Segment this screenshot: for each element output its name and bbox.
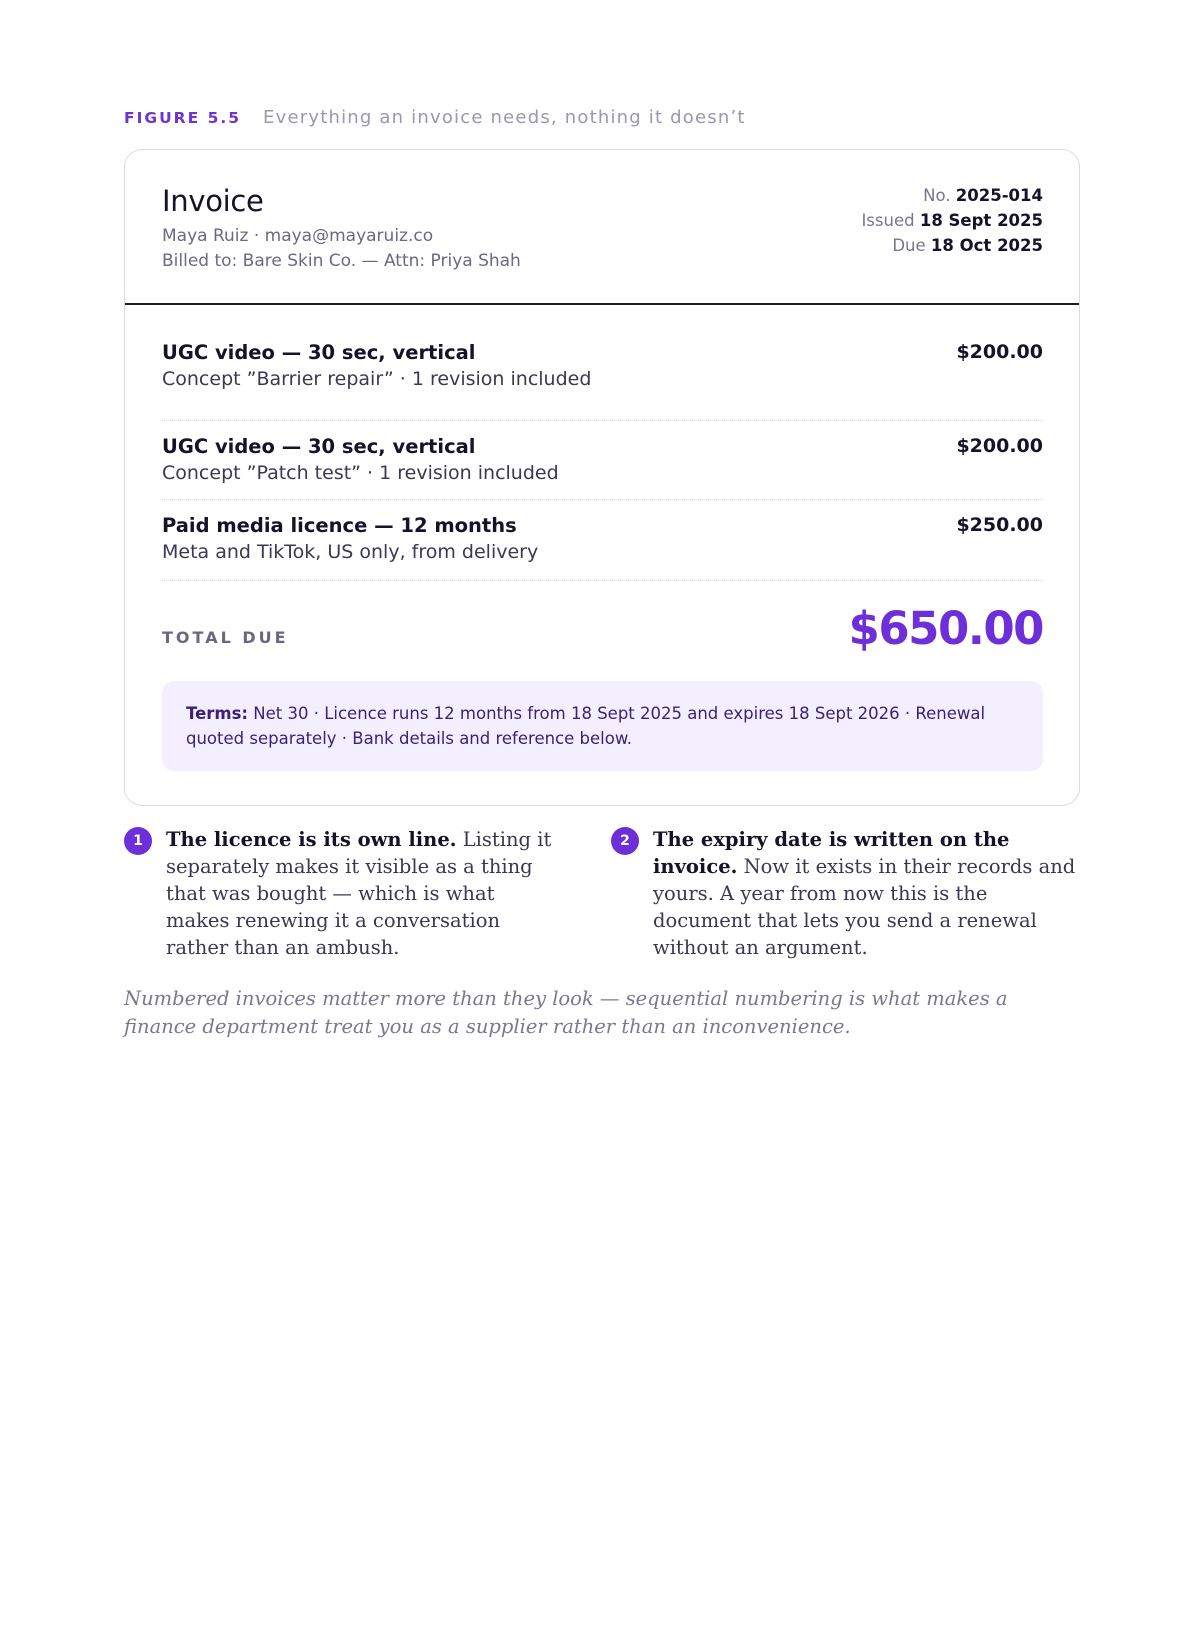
- note-number-badge: 1: [124, 827, 152, 855]
- figure-caption: [124, 107, 746, 128]
- note-lead: The expiry date is written on the invoice.: [653, 828, 1010, 878]
- note-body: Now it exists in their records and yours. A year from now this is the document that lets you send a renewal without an argument.: [653, 855, 1076, 959]
- invoice-card: [124, 149, 1080, 806]
- note-lead: The licence is its own line.: [166, 828, 457, 851]
- line-item-price: $200.00: [956, 435, 1043, 457]
- line-item-description: Meta and TikTok, US only, from delivery: [162, 541, 539, 563]
- invoice-due-date: 18 Oct 2025: [930, 236, 1043, 255]
- invoice-due-label: Due: [892, 236, 926, 255]
- invoice-due-row: [861, 233, 1043, 258]
- invoice-issued-label: Issued: [861, 211, 915, 230]
- line-item-description: Concept ”Barrier repair” · 1 revision included: [162, 368, 592, 390]
- line-item: [162, 421, 1043, 500]
- line-item-name: Paid media licence — 12 months: [162, 514, 517, 537]
- note-number-badge: 2: [611, 827, 639, 855]
- closing-note: Numbered invoices matter more than they look — sequential numbering is what makes a finance department treat you as a supplier rather than an inconvenience.: [124, 987, 1008, 1038]
- line-item-price: $250.00: [956, 514, 1043, 536]
- line-item: [162, 500, 1043, 581]
- invoice-issued-row: [861, 208, 1043, 233]
- line-item-name: UGC video — 30 sec, vertical: [162, 341, 476, 364]
- invoice-from: Maya Ruiz · maya@mayaruiz.co: [162, 226, 434, 246]
- line-item-description: Concept ”Patch test” · 1 revision included: [162, 462, 559, 484]
- invoice-header: [125, 150, 1079, 305]
- invoice-billed-to: Billed to: Bare Skin Co. — Attn: Priya Shah: [162, 251, 521, 271]
- total-due-label: TOTAL DUE: [162, 628, 289, 647]
- terms-box: [162, 681, 1043, 771]
- note-body: Listing it separately makes it visible as a thing that was bought — which is what makes renewing it a conversation rather than an ambush.: [166, 828, 552, 959]
- line-item: [162, 339, 1043, 421]
- invoice-meta: [861, 183, 1043, 258]
- note-text: [166, 826, 564, 961]
- invoice-number-row: [861, 183, 1043, 208]
- line-item-name: UGC video — 30 sec, vertical: [162, 435, 476, 458]
- invoice-number: 2025-014: [955, 186, 1043, 205]
- invoice-issued-date: 18 Sept 2025: [919, 211, 1043, 230]
- note-text: [653, 826, 1081, 961]
- line-item-price: $200.00: [956, 341, 1043, 363]
- terms-label: Terms:: [186, 704, 249, 723]
- invoice-title: Invoice: [162, 184, 264, 218]
- note-2: [611, 826, 1081, 961]
- invoice-number-label: No.: [923, 186, 951, 205]
- figure-label: FIGURE 5.5: [124, 109, 242, 127]
- terms-text: Net 30 · Licence runs 12 months from 18 Sept 2025 and expires 18 Sept 2026 · Renewal quoted separately · Bank details and reference below.: [186, 704, 986, 748]
- figure-title: Everything an invoice needs, nothing it doesn’t: [263, 107, 746, 128]
- total-due-amount: $650.00: [848, 602, 1043, 655]
- line-items: [162, 339, 1043, 581]
- note-1: [124, 826, 564, 961]
